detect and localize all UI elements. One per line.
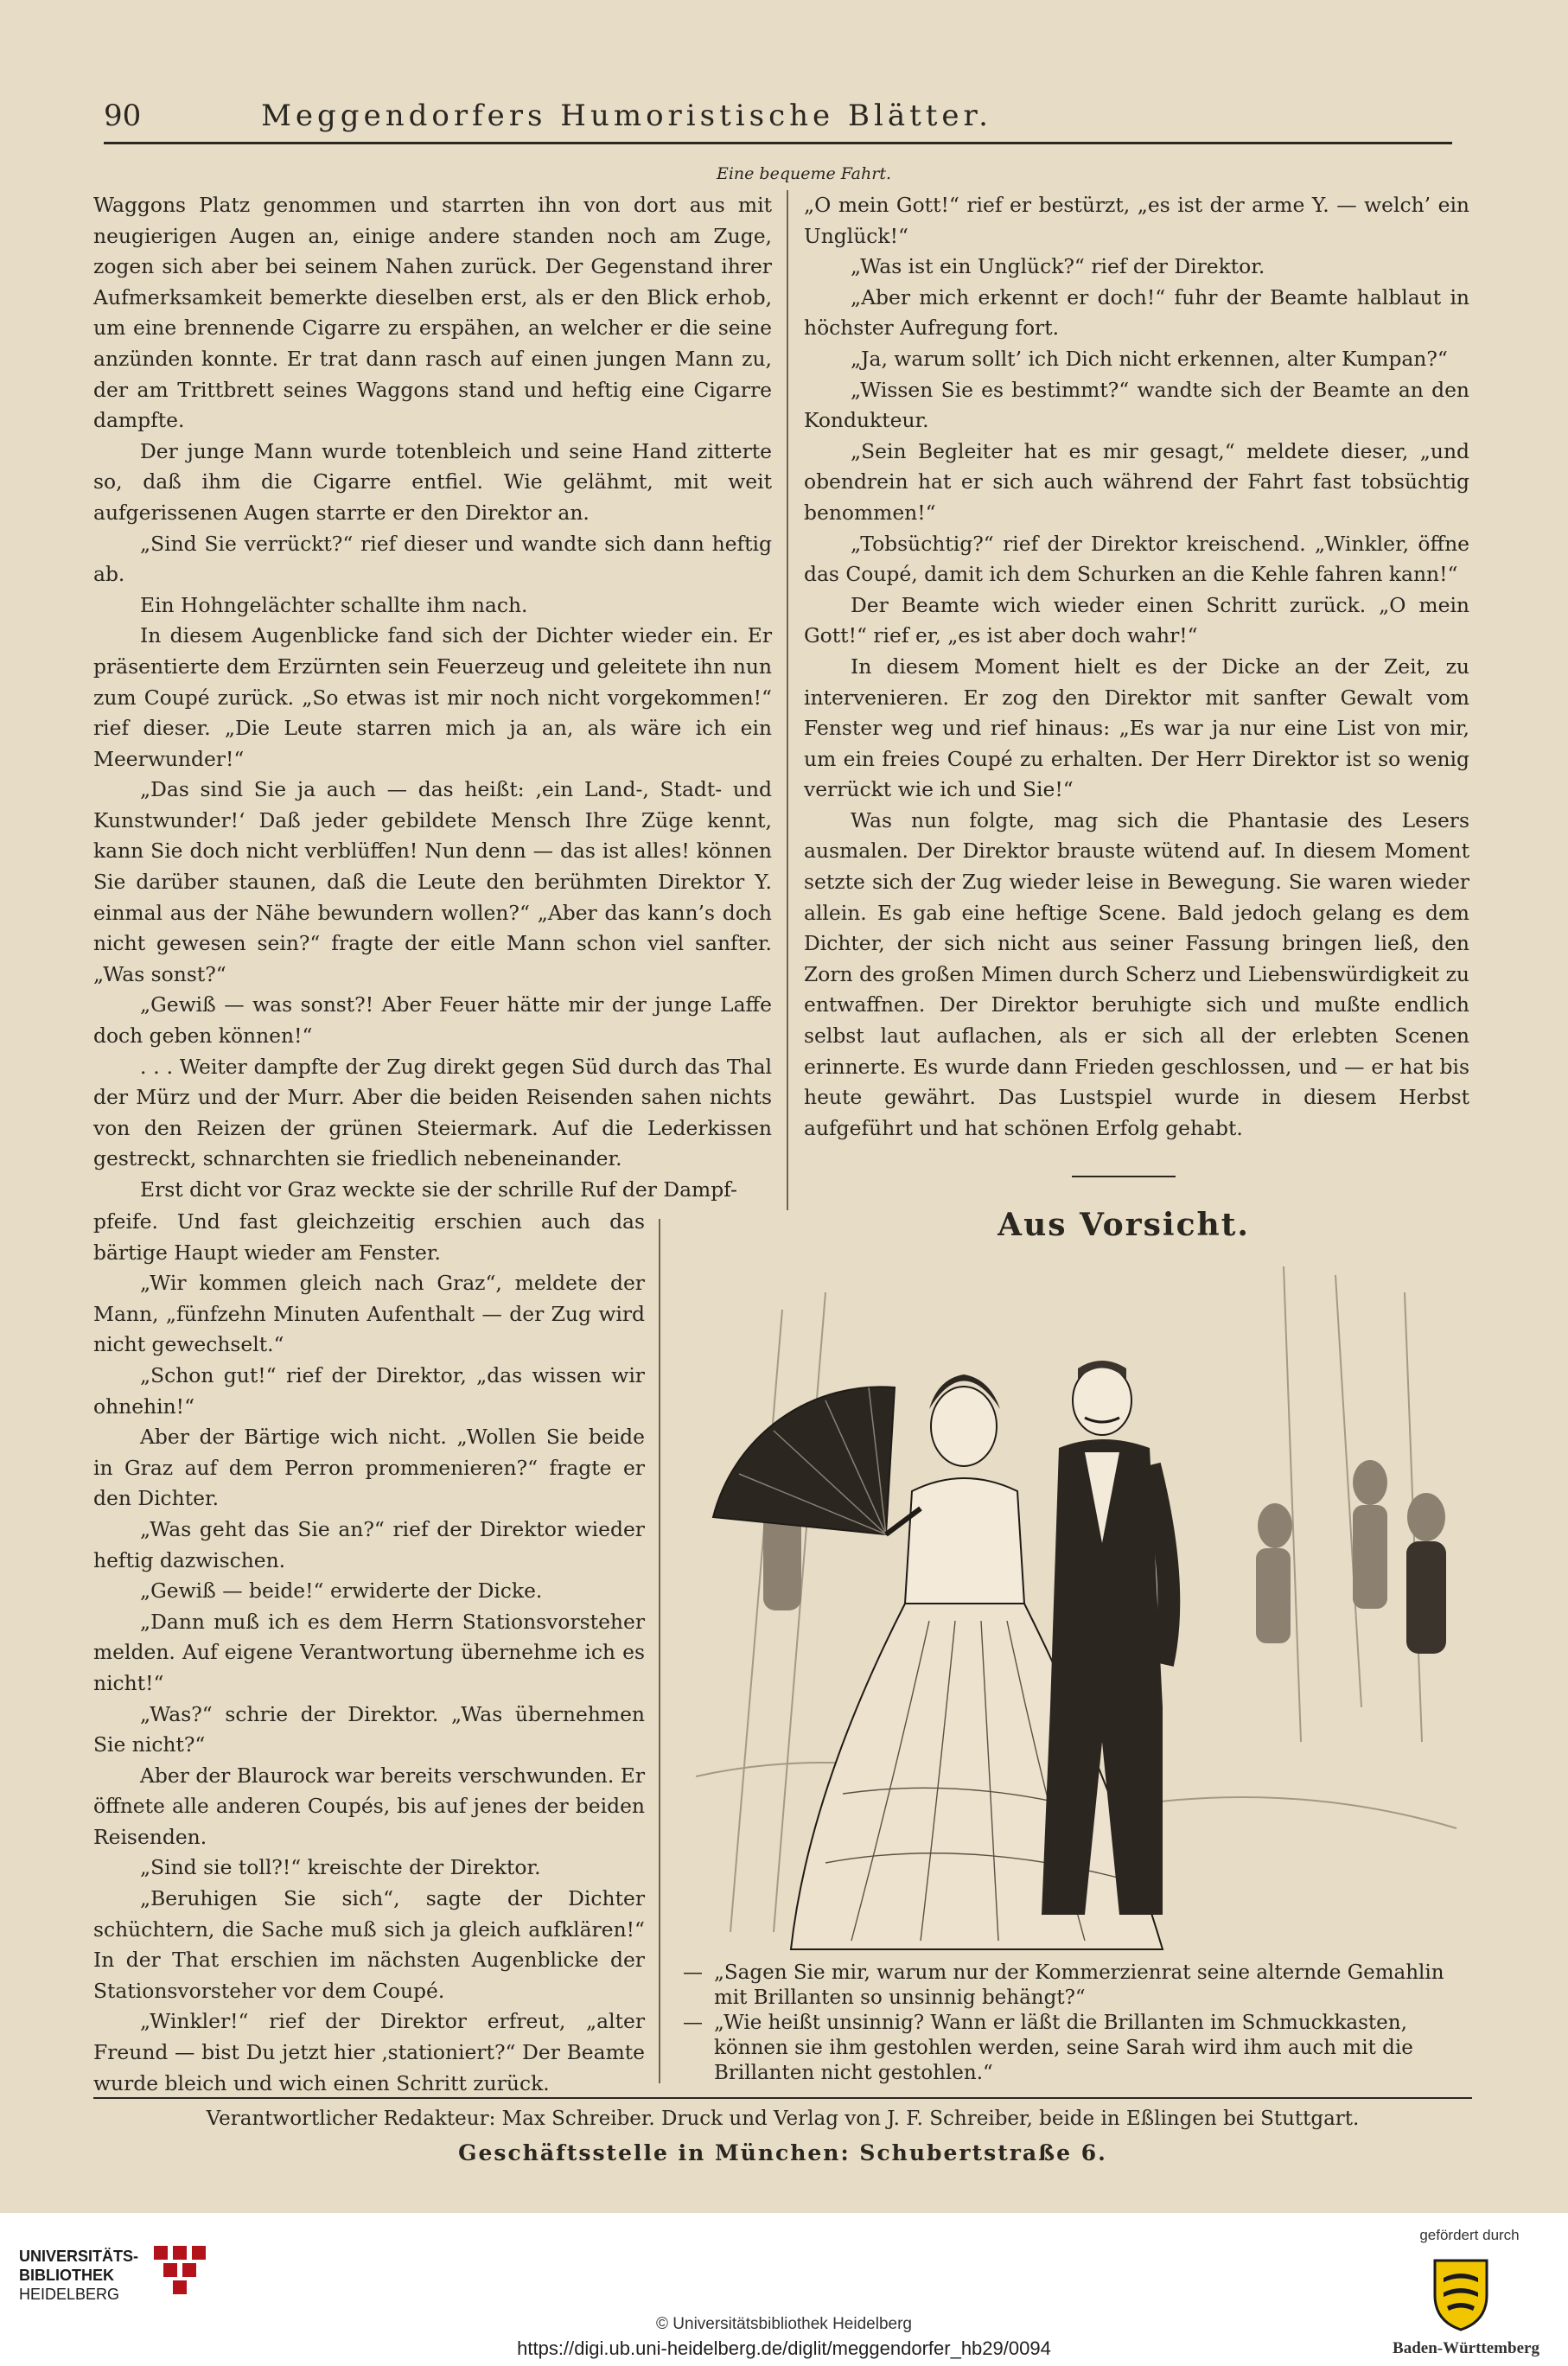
paragraph: „Sein Begleiter hat es mir gesagt,“ meldete dieser, „und obendrein hat er sich auch während der Fahrt fast tobsüchtig benommen!“ bbox=[804, 438, 1469, 525]
paragraph: „Wissen Sie es bestimmt?“ wandte sich der Beamte an den Kondukteur. bbox=[804, 377, 1469, 433]
paragraph: Erst dicht vor Graz weckte sie der schrille Ruf der Dampf- bbox=[140, 1177, 737, 1202]
paragraph: „Was ist ein Unglück?“ rief der Direktor. bbox=[851, 254, 1265, 279]
baden-wuerttemberg-crest-icon bbox=[1418, 2248, 1504, 2334]
sponsor-name: Baden-Württemberg bbox=[1393, 2339, 1539, 2357]
paragraph: „Ja, warum sollt’ ich Dich nicht erkennen, alter Kumpan?“ bbox=[851, 346, 1448, 371]
paragraph: „Dann muß ich es dem Herrn Stationsvorsteher melden. Auf eigene Verantwortung übernehme ich es nicht!“ bbox=[93, 1609, 645, 1695]
caption-dash: — bbox=[683, 1961, 703, 1984]
paragraph: Waggons Platz genommen und starrten ihn von dort aus mit neugierigen Augen an, einige andere standen noch am Zuge, zogen sich aber bei seinem Nahen zurück. Der Gegenstand ihrer Aufmerksamkeit bemerkte dieselben erst, als er den Blick erhob, um eine brennende Cigarre zu erspähen, an welcher er die seine anzünden konnte. Er trat dann rasch auf einen jungen Mann zu, der am Trittbrett seines Waggons stand und heftig eine Cigarre dampfte. bbox=[93, 193, 772, 433]
library-name-line2: BIBLIOTHEK bbox=[19, 2267, 114, 2284]
left-column bbox=[93, 190, 772, 1206]
story-end-rule bbox=[1072, 1176, 1176, 1177]
paragraph: pfeife. Und fast gleichzeitig erschien auch das bärtige Haupt wieder am Fenster. bbox=[93, 1209, 645, 1265]
paragraph: Was nun folgte, mag sich die Phantasie des Lesers ausmalen. Der Direktor brauste wütend auf. In diesem Moment setzte sich der Zug wieder leise in Bewegung. Sie waren wieder allein. Es gab eine heftige Scene. Bald jedoch gelang es dem Dichter, der sich nicht aus seiner Fassung bringen ließ, den Zorn des großen Mimen durch Scherz und Liebenswürdigkeit zu entwaffnen. Der Direktor beruhigte sich und mußte endlich selbst laut auflachen, als er sich all der erlebten Scenen erinnerte. Es wurde dann Frieden geschlossen, und — er hat bis heute gewährt. Das Lustspiel wurde in diesem Herbst aufgeführt und hat schönen Erfolg gehabt. bbox=[804, 807, 1469, 1140]
paragraph: „O mein Gott!“ rief er bestürzt, „es ist der arme Y. — welch’ ein Unglück!“ bbox=[804, 193, 1469, 248]
caption-line bbox=[683, 2011, 1474, 2086]
paragraph: Aber der Blaurock war bereits verschwunden. Er öffnete alle anderen Coupés, bis auf jenes der beiden Reisenden. bbox=[93, 1763, 645, 1849]
caption-line bbox=[683, 1961, 1474, 2011]
paragraph: „Tobsüchtig?“ rief der Direktor kreischend. „Winkler, öffne das Coupé, damit ich dem Schurken an die Kehle fahren kann!“ bbox=[804, 531, 1469, 587]
paragraph: Der junge Mann wurde totenbleich und seine Hand zitterte so, daß ihm die Cigarre entfiel. Wie gelähmt, mit weit aufgerissenen Augen starrte er den Direktor an. bbox=[93, 438, 772, 525]
sponsor-label: gefördert durch bbox=[1419, 2227, 1520, 2243]
cartoon-illustration bbox=[679, 1258, 1474, 1958]
paragraph: „Was?“ schrie der Direktor. „Was übernehmen Sie nicht?“ bbox=[93, 1701, 645, 1757]
library-name-line1: UNIVERSITÄTS- bbox=[19, 2248, 139, 2265]
magazine-title: Meggendorfers Humoristische Blätter. bbox=[261, 99, 992, 133]
caption-text: „Sagen Sie mir, warum nur der Kommerzienrat seine alternde Gemahlin mit Brillanten so unsinnig behängt?“ bbox=[714, 1961, 1444, 2009]
copyright-notice: © Universitätsbibliothek Heidelberg bbox=[656, 2315, 912, 2333]
cartoon-caption bbox=[683, 1961, 1474, 2086]
cartoon-title: Aus Vorsicht. bbox=[998, 1207, 1250, 1243]
paragraph: In diesem Augenblicke fand sich der Dichter wieder ein. Er präsentierte dem Erzürnten sein Feuerzeug und geleitete ihn nun zum Coupé zurück. „So etwas ist mir noch nicht vorgekommen!“ rief dieser. „Die Leute starren mich ja an, als wäre ich ein Meerwunder!“ bbox=[93, 623, 772, 771]
paragraph: „Was geht das Sie an?“ rief der Direktor wieder heftig dazwischen. bbox=[93, 1516, 645, 1572]
paragraph: „Winkler!“ rief der Direktor erfreut, „alter Freund — bist Du jetzt hier ‚stationiert?“ Der Beamte wurde bleich und wich einen Schritt zurück. bbox=[93, 2009, 645, 2095]
paragraph: „Beruhigen Sie sich“, sagte der Dichter schüchtern, die Sache muß sich ja gleich aufklären!“ In der That erschien im nächsten Augenblicke der Stationsvorsteher vor dem Coupé. bbox=[93, 1886, 645, 2003]
story-title: Eine bequeme Fahrt. bbox=[716, 164, 892, 183]
paragraph: „Aber mich erkennt er doch!“ fuhr der Beamte halblaut in höchster Aufregung fort. bbox=[804, 284, 1469, 341]
header-rule bbox=[104, 142, 1452, 144]
office-line: Geschäftsstelle in München: Schubertstraße 6. bbox=[458, 2140, 1107, 2165]
paragraph: „Gewiß — beide!“ erwiderte der Dicke. bbox=[140, 1578, 543, 1604]
paragraph: . . . Weiter dampfte der Zug direkt gegen Süd durch das Thal der Mürz und der Murr. Aber die beiden Reisenden sahen nichts von den Reizen der grünen Steiermark. Auf die Lederkissen gestreckt, schnarchten sie friedlich nebeneinander. bbox=[93, 1054, 772, 1171]
paragraph: Der Beamte wich wieder einen Schritt zurück. „O mein Gott!“ rief er, „es ist aber doch wahr!“ bbox=[804, 592, 1469, 648]
permalink[interactable]: https://digi.ub.uni-heidelberg.de/diglit/meggendorfer_hb29/0094 bbox=[517, 2337, 1051, 2359]
paragraph: „Gewiß — was sonst?! Aber Feuer hätte mir der junge Laffe doch geben können!“ bbox=[93, 992, 772, 1049]
paragraph: „Sind sie toll?!“ kreischte der Direktor. bbox=[140, 1855, 541, 1880]
caption-dash: — bbox=[683, 2012, 703, 2034]
column-divider bbox=[787, 190, 788, 1210]
caption-text: „Wie heißt unsinnig? Wann er läßt die Brillanten im Schmuckkasten, können sie ihm gestohlen werden, seine Sarah wird ihm auch mit die Brillanten nicht gestohlen.“ bbox=[714, 2012, 1413, 2084]
page-number: 90 bbox=[104, 99, 142, 133]
library-name-line3: HEIDELBERG bbox=[19, 2286, 120, 2303]
paragraph: „Wir kommen gleich nach Graz“, meldete der Mann, „fünfzehn Minuten Aufenthalt — der Zug wird nicht gewechselt.“ bbox=[93, 1271, 645, 1357]
footer-rule bbox=[93, 2097, 1472, 2099]
imprint-line: Verantwortlicher Redakteur: Max Schreiber. Druck und Verlag von J. F. Schreiber, beide in Eßlingen bei Stuttgart. bbox=[206, 2108, 1360, 2130]
column-divider-lower bbox=[659, 1219, 660, 2083]
paragraph: „Schon gut!“ rief der Direktor, „das wissen wir ohnehin!“ bbox=[93, 1362, 645, 1419]
paragraph: „Das sind Sie ja auch — das heißt: ‚ein Land-, Stadt- und Kunstwunder!‘ Daß jeder gebildete Mensch Ihre Züge kennt, kann Sie doch nicht verblüffen! Nun denn — das ist alles! können Sie darüber staunen, daß die Leute den berühmten Direktor Y. einmal aus der Nähe bewundern wollen?“ „Aber das kann’s doch nicht gewesen sein?“ fragte der eitle Mann schon viel sanfter. „Was sonst?“ bbox=[93, 777, 772, 986]
page-header bbox=[104, 93, 1150, 145]
paragraph: Ein Hohngelächter schallte ihm nach. bbox=[140, 592, 528, 617]
paragraph: Aber der Bärtige wich nicht. „Wollen Sie beide in Graz auf dem Perron prommenieren?“ fragte er den Dichter. bbox=[93, 1425, 645, 1511]
paragraph: In diesem Moment hielt es der Dicke an der Zeit, zu intervenieren. Er zog den Direktor mit sanfter Gewalt vom Fenster weg und rief hinaus: „Es war ja nur eine List von mir, um ein freies Coupé zu erhalten. Der Herr Direktor ist so wenig verrückt wie ich und Sie!“ bbox=[804, 654, 1469, 802]
right-column bbox=[804, 190, 1469, 1144]
paragraph: „Sind Sie verrückt?“ rief dieser und wandte sich dann heftig ab. bbox=[93, 531, 772, 587]
left-column-lower bbox=[93, 1207, 645, 2099]
